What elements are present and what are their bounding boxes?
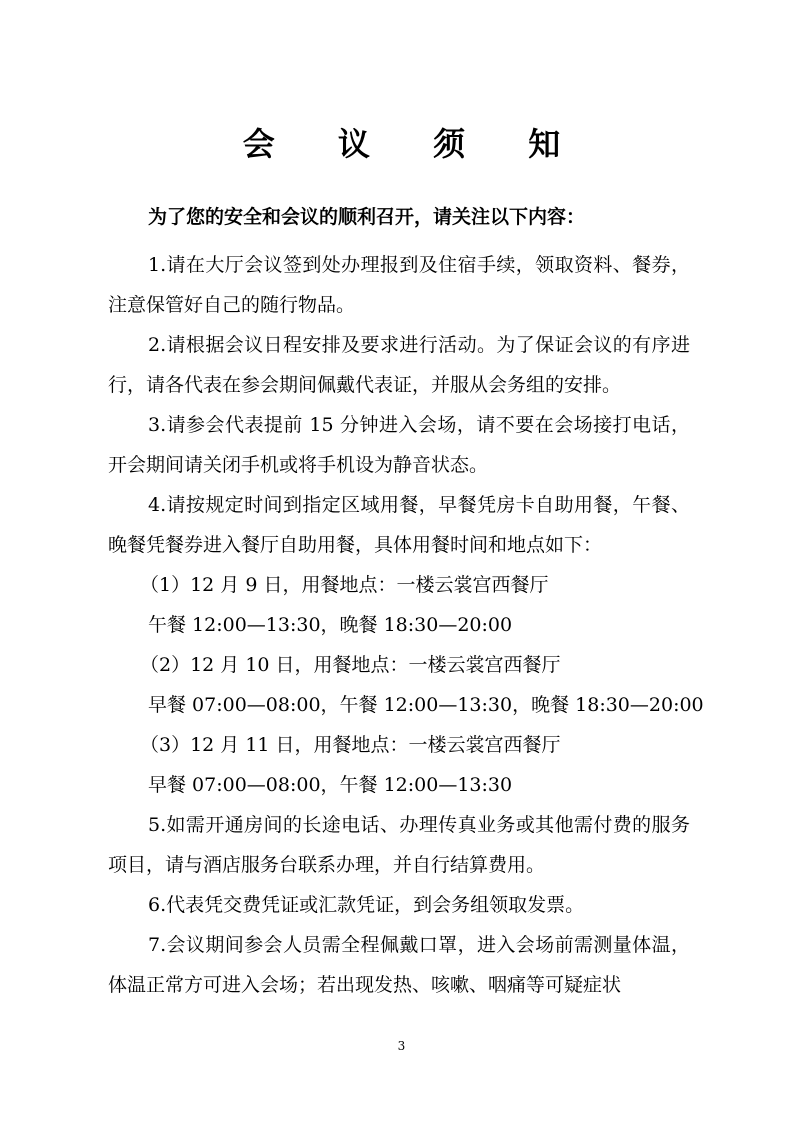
- meal-times-1: 午餐 12:00—13:30，晚餐 18:30—20:00: [148, 614, 513, 636]
- notice-item-4: 4.请按规定时间到指定区域用餐，早餐凭房卡自助用餐，午餐、晚餐凭餐券进入餐厅自助用餐，具体用餐时间和地点如下：: [108, 494, 690, 556]
- notice-item-2: 2.请根据会议日程安排及要求进行活动。为了保证会议的有序进行，请各代表在参会期间佩戴代表证，并服从会务组的安排。: [108, 334, 690, 396]
- notice-item-3: 3.请参会代表提前 15 分钟进入会场，请不要在会场接打电话，开会期间请关闭手机或将手机设为静音状态。: [108, 414, 690, 476]
- page-number: 3: [397, 1039, 406, 1053]
- meal-times-2: 早餐 07:00—08:00，午餐 12:00—13:30，晚餐 18:30—20:00: [148, 694, 704, 716]
- meal-day-1: （1）12 月 9 日，用餐地点：一楼云裳宫西餐厅: [140, 574, 549, 596]
- notice-item-6: 6.代表凭交费凭证或汇款凭证，到会务组领取发票。: [148, 894, 585, 916]
- document-subtitle: 为了您的安全和会议的顺利召开，请关注以下内容：: [148, 206, 586, 228]
- document-body: [108, 245, 704, 1005]
- meal-day-3: （3）12 月 11 日，用餐地点：一楼云裳宫西餐厅: [140, 734, 561, 756]
- meal-times-3: 早餐 07:00—08:00，午餐 12:00—13:30: [148, 774, 513, 796]
- notice-item-1: 1.请在大厅会议签到处办理报到及住宿手续，领取资料、餐券，注意保管好自己的随行物品。: [108, 254, 690, 316]
- meal-day-2: （2）12 月 10 日，用餐地点：一楼云裳宫西餐厅: [140, 654, 561, 676]
- notice-item-7: 7.会议期间参会人员需全程佩戴口罩，进入会场前需测量体温，体温正常方可进入会场；若出现发热、咳嗽、咽痛等可疑症状: [108, 934, 690, 996]
- document-title: 会 议 须 知: [242, 125, 587, 163]
- notice-item-5: 5.如需开通房间的长途电话、办理传真业务或其他需付费的服务项目，请与酒店服务台联系办理，并自行结算费用。: [108, 814, 690, 876]
